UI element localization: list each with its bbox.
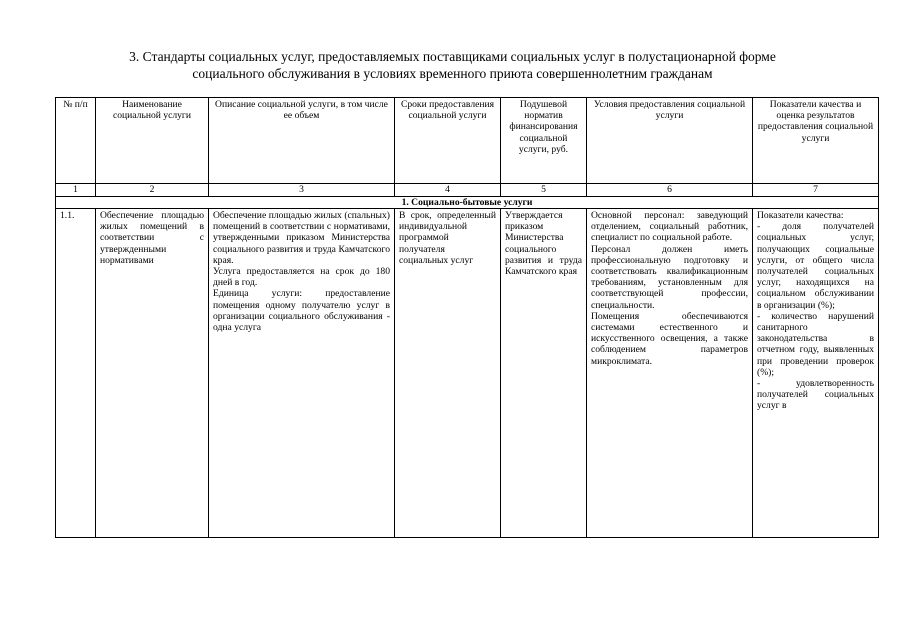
document-title: [60, 48, 845, 82]
quality-paragraph: - удовлетворенность получателей социальных услуг в: [757, 378, 874, 412]
quality-paragraph: - доля получателей социальных услуг, получающих социальные услуги, от общего числа получателей социальных услуг, находящихся на социальном обслуживании в организации (%);: [757, 221, 874, 311]
conditions-paragraph: Помещения обеспечиваются системами естественного и искусственного освещения, а также соблюдением параметров микроклимата.: [591, 310, 748, 367]
description-paragraph: Единица услуги: предоставление помещения одному получателю услуг в организации социального обслуживания - одна услуга: [213, 288, 390, 334]
quality-paragraph: Показатели качества:: [757, 210, 844, 221]
service-conditions: [587, 209, 753, 538]
service-terms: В срок, определенный индивидуальной программой получателя социальных услуг: [395, 209, 501, 538]
column-number: 5: [501, 184, 587, 197]
description-paragraph: Обеспечение площадью жилых (спальных) помещений в соответствии с нормативами, утвержденными приказом Министерства социального развития и труда Камчатского края.: [213, 210, 390, 266]
column-number-row: [56, 184, 879, 197]
column-number: 7: [753, 184, 879, 197]
title-line-2: социального обслуживания в условиях временного приюта совершеннолетним гражданам: [192, 66, 713, 81]
header-cell-description: Описание социальной услуги, в том числе ее объем: [209, 98, 395, 184]
section-row: [56, 197, 879, 209]
row-number: 1.1.: [56, 209, 96, 538]
quality-paragraph: - количество нарушений санитарного законодательства в отчетном году, выявленных при проведении проверок (%);: [757, 310, 874, 378]
service-name: Обеспечение площадью жилых помещений в соответствии с утвержденными нормативами: [96, 209, 209, 538]
header-cell-conditions: Условия предоставления социальной услуги: [587, 98, 753, 184]
conditions-paragraph: Основной персонал: заведующий отделением, социальный работник, специалист по социальной работе.: [591, 210, 748, 244]
header-cell-terms: Сроки предоставления социальной услуги: [395, 98, 501, 184]
header-cell-quality: Показатели качества и оценка результатов предоставления социальной услуги: [753, 98, 879, 184]
title-line-1: 3. Стандарты социальных услуг, предоставляемых поставщиками социальных услуг в полустационарной форме: [129, 49, 776, 64]
column-number: 1: [56, 184, 96, 197]
table-row: [56, 209, 879, 538]
service-quality: [753, 209, 879, 538]
header-cell-num: № п/п: [56, 98, 96, 184]
description-paragraph: Услуга предоставляется на срок до 180 дней в год.: [213, 266, 390, 289]
header-cell-name: Наименование социальной услуги: [96, 98, 209, 184]
column-number: 2: [96, 184, 209, 197]
column-number: 4: [395, 184, 501, 197]
section-title: 1. Социально-бытовые услуги: [56, 197, 879, 209]
column-number: 6: [587, 184, 753, 197]
conditions-paragraph: Персонал должен иметь профессиональную подготовку и соответствовать квалификационным требованиям, установленным для соответствующей профессии, специальности.: [591, 243, 748, 311]
header-row: [56, 98, 879, 184]
service-norm: Утверждается приказом Министерства социального развития и труда Камчатского края: [501, 209, 587, 538]
service-description: [209, 209, 395, 538]
header-cell-norm: Подушевой норматив финансирования социальной услуги, руб.: [501, 98, 587, 184]
services-table: [55, 97, 879, 538]
column-number: 3: [209, 184, 395, 197]
